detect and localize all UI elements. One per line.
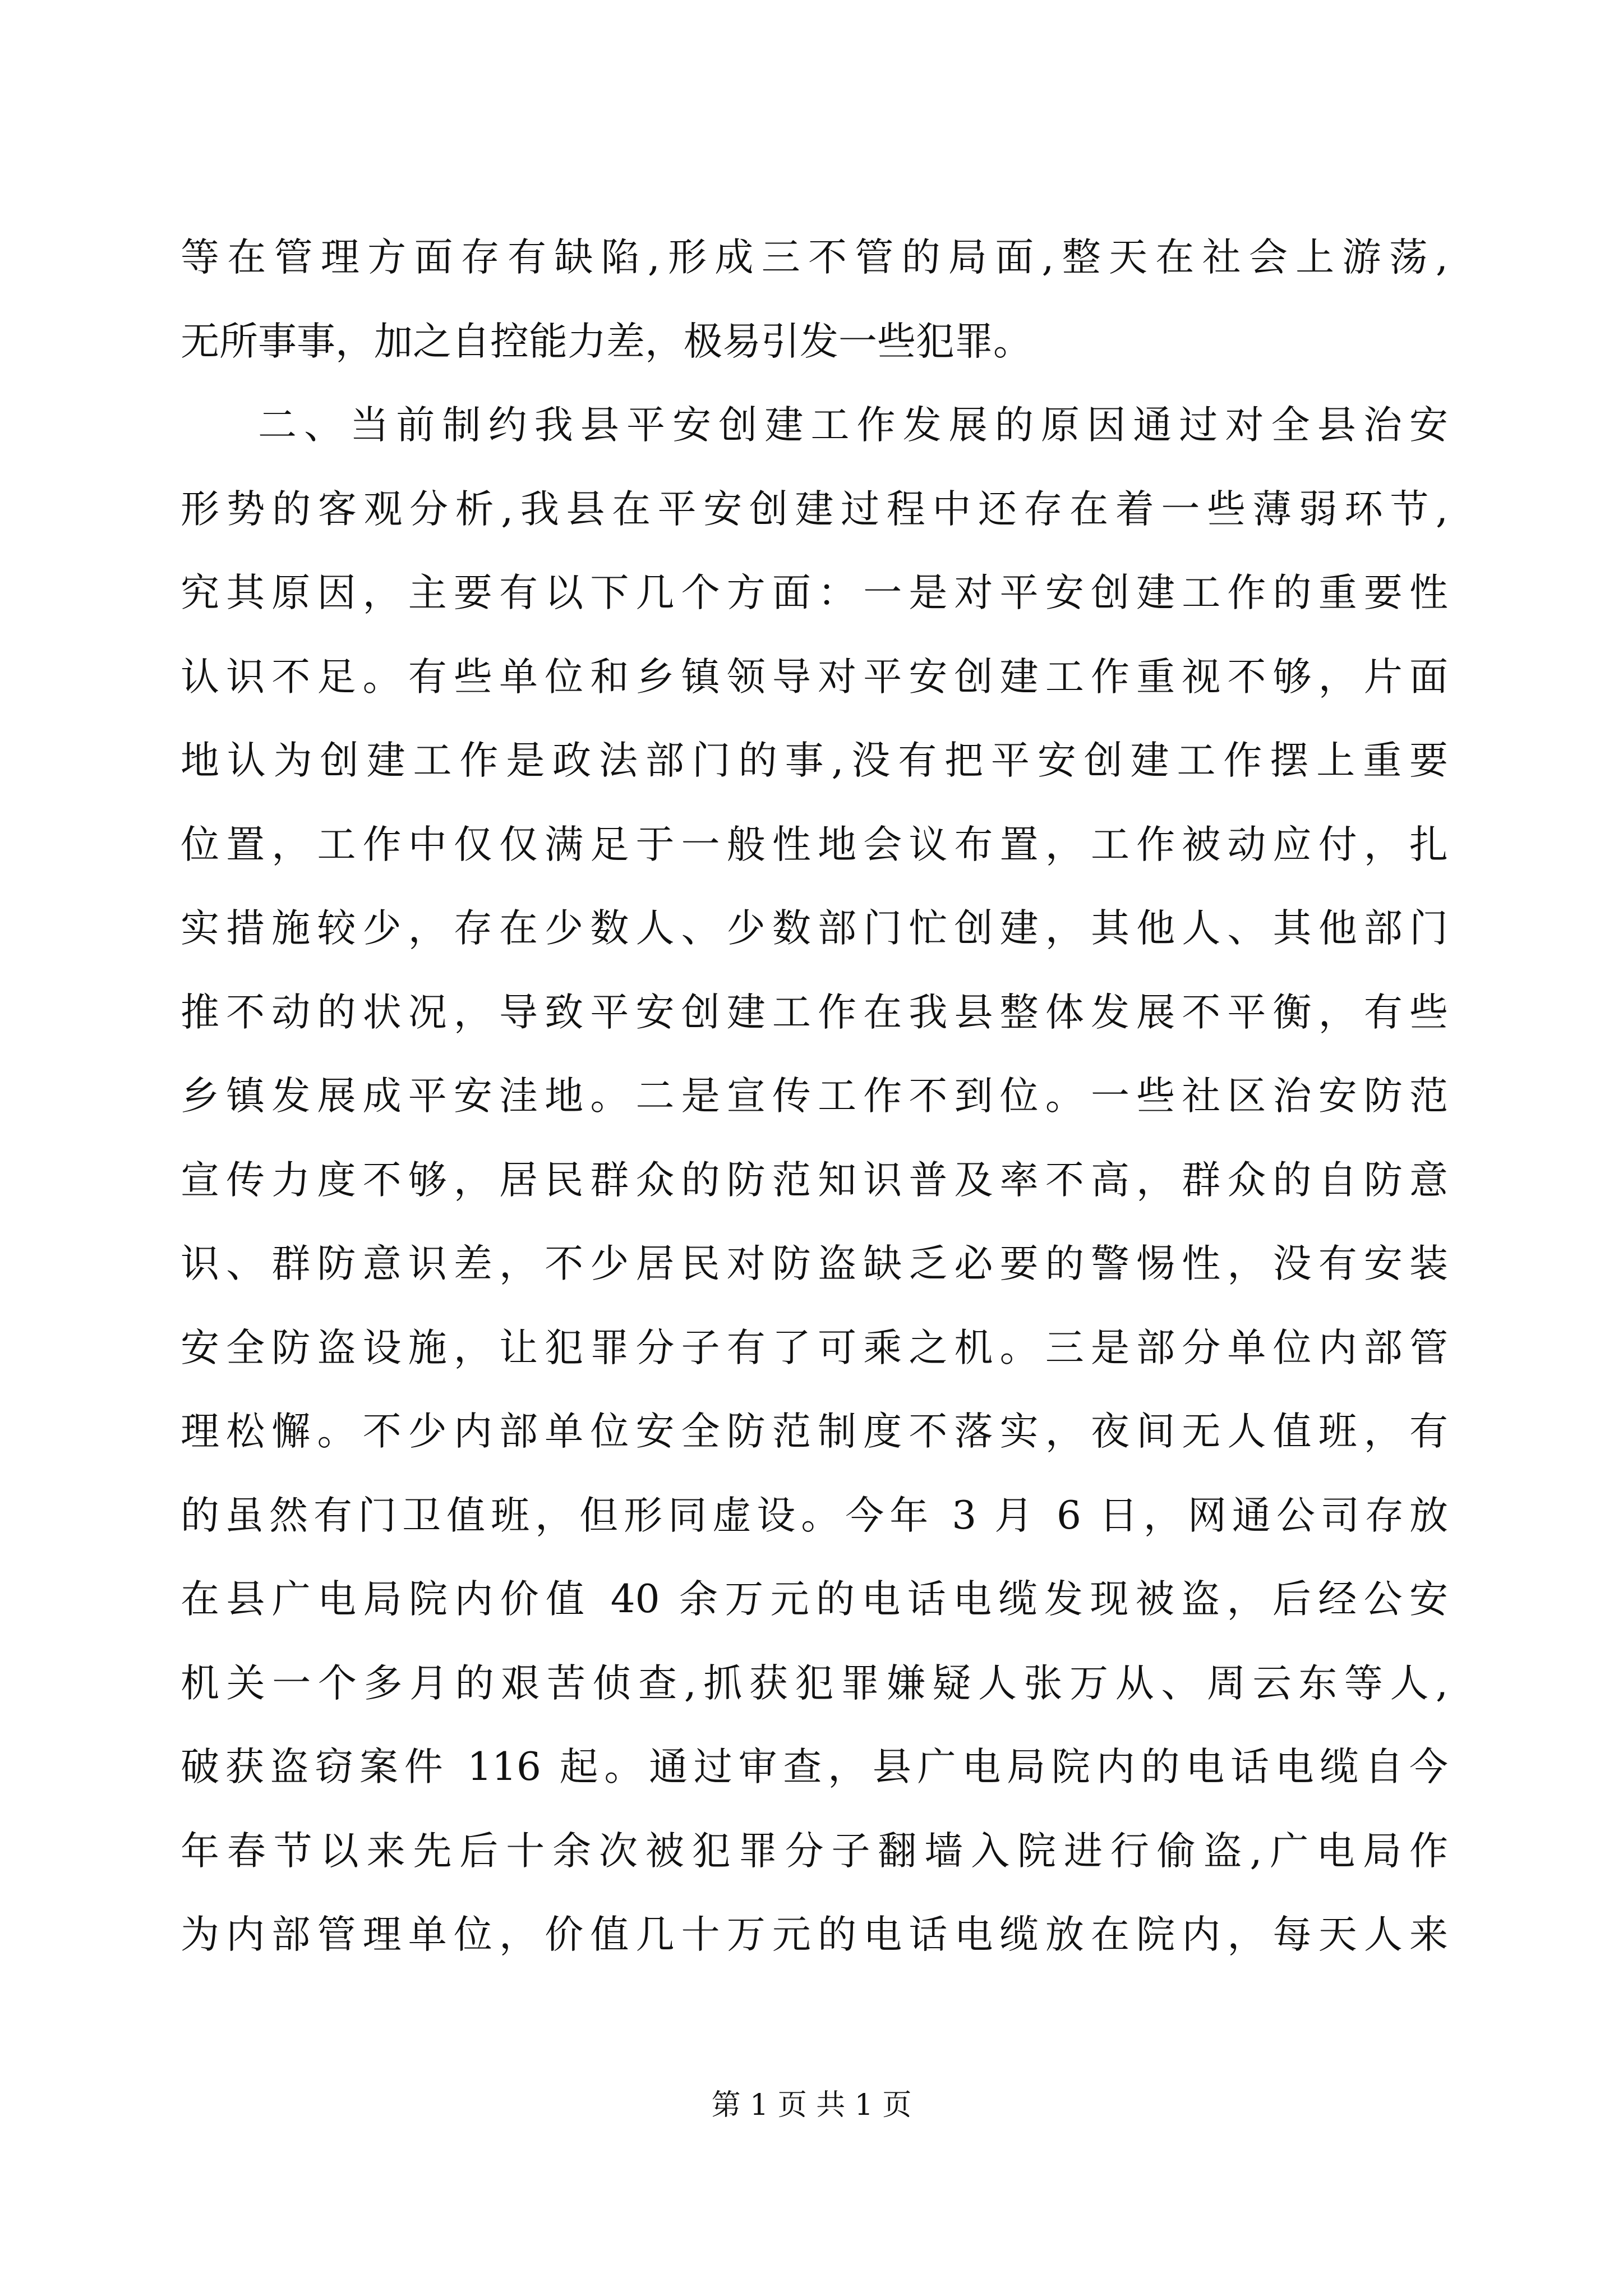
text-line: 安全防盗设施，让犯罪分子有了可乘之机。三是部分单位内部管 [181,1325,1448,1370]
text-line: 乡镇发展成平安洼地。二是宣传工作不到位。一些社区治安防范 [181,1074,1448,1119]
text-line: 机关一个多月的艰苦侦查,抓获犯罪嫌疑人张万从、周云东等人, [181,1660,1448,1706]
text-line: 形势的客观分析,我县在平安创建过程中还存在着一些薄弱环节, [181,486,1448,532]
text-line: 认识不足。有些单位和乡镇领导对平安创建工作重视不够，片面 [181,654,1448,700]
text-line: 究其原因，主要有以下几个方面：一是对平安创建工作的重要性 [181,570,1448,615]
text-line: 实措施较少，存在少数人、少数部门忙创建，其他人、其他部门 [181,906,1448,951]
text-line: 为内部管理单位，价值几十万元的电话电缆放在院内，每天人来 [181,1912,1448,1957]
text-line: 等在管理方面存有缺陷,形成三不管的局面,整天在社会上游荡, [181,235,1448,280]
text-line: 地认为创建工作是政法部门的事,没有把平安创建工作摆上重要 [181,738,1448,783]
page-number-footer: 第 1 页 共 1 页 [711,2088,912,2122]
body-text [181,216,1448,1977]
text-line: 推不动的状况，导致平安创建工作在我县整体发展不平衡，有些 [181,990,1448,1035]
text-line: 识、群防意识差，不少居民对防盗缺乏必要的警惕性，没有安装 [181,1241,1448,1286]
text-line: 理松懈。不少内部单位安全防范制度不落实，夜间无人值班，有 [181,1409,1448,1454]
text-line: 破获盗窃案件 116 起。通过审查，县广电局院内的电话电缆自今 [181,1745,1448,1789]
text-line: 位置，工作中仅仅满足于一般性地会议布置，工作被动应付，扎 [181,822,1448,867]
text-line: 宣传力度不够，居民群众的防范知识普及率不高，群众的自防意 [181,1157,1448,1203]
section-heading-line: 二、当前制约我县平安创建工作发展的原因通过对全县治安 [258,403,1448,448]
text-line: 在县广电局院内价值 40 余万元的电话电缆发现被盗，后经公安 [181,1577,1448,1622]
text-line: 无所事事，加之自控能力差，极易引发一些犯罪。 [181,319,1032,364]
text-line: 的虽然有门卫值班，但形同虚设。今年 3 月 6 日，网通公司存放 [181,1493,1448,1538]
text-line: 年春节以来先后十余次被犯罪分子翻墙入院进行偷盗,广电局作 [181,1828,1448,1874]
